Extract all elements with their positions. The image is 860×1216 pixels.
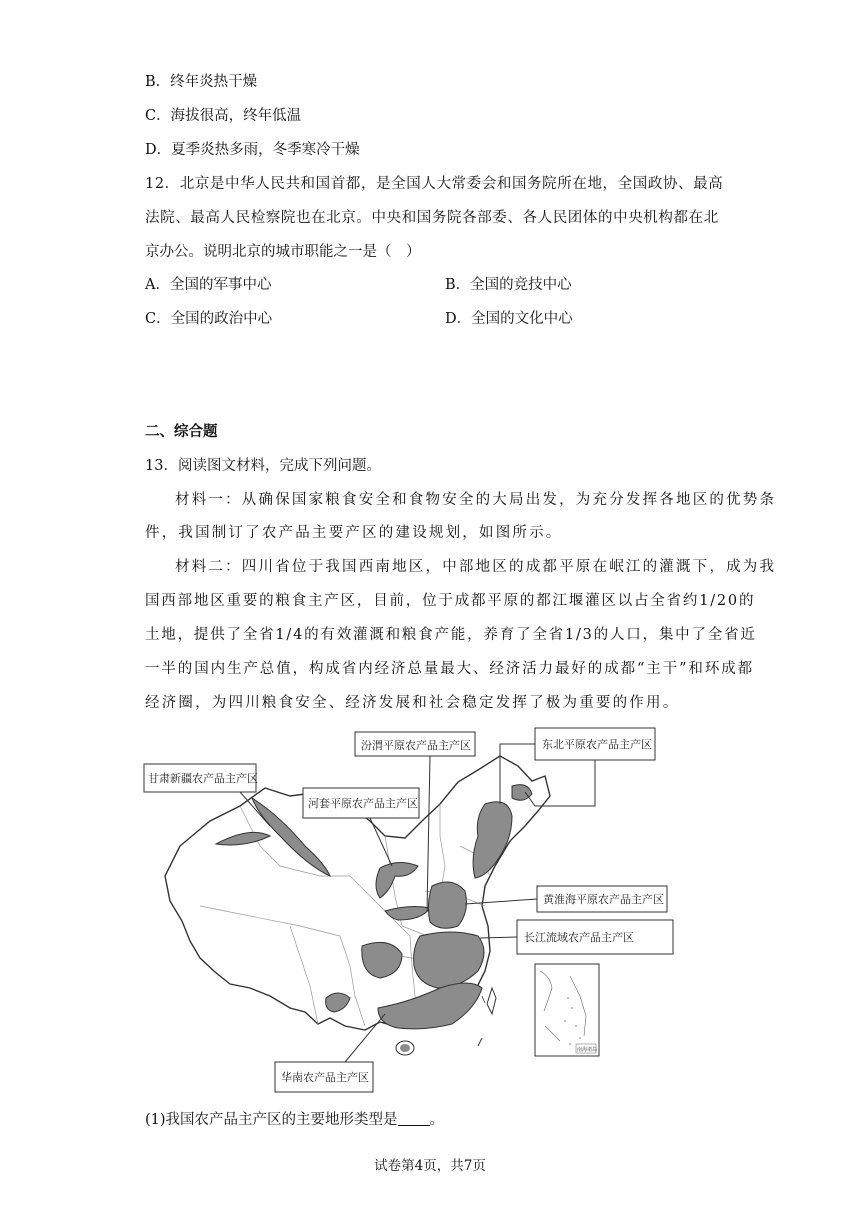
option-12-d: D．全国的文化中心 <box>445 311 573 327</box>
inset-caption: 南海诸岛 <box>577 1047 598 1053</box>
section-title: 二、综合题 <box>145 423 218 440</box>
material-2-line1: 材料二：四川省位于我国西南地区，中部地区的成都平原在岷江的灌溉下，成为我 <box>175 559 777 575</box>
question-12-stem-line1: 12．北京是中华人民共和国首都，是全国人大常委会和国务院所在地，全国政协、最高 <box>145 176 724 192</box>
question-13-stem: 13．阅读图文材料，完成下列问题。 <box>145 458 381 474</box>
material-2-line5: 经济圈，为四川粮食安全、经济发展和社会稳定发挥了极为重要的作用。 <box>145 695 680 711</box>
material-1-line1: 材料一：从确保国家粮食安全和食物安全的大局出发，为充分发挥各地区的优势条 <box>175 492 777 508</box>
material-1-line2: 件，我国制订了农产品主要产区的建设规划，如图所示。 <box>145 525 563 541</box>
material-2-line2: 国西部地区重要的粮食主产区，目前，位于成都平原的都江堰灌区以占全省约1/20的 <box>145 593 756 609</box>
option-12-b: B．全国的竞技中心 <box>445 277 572 293</box>
option-11-c: C．海拔很高，终年低温 <box>145 108 302 124</box>
taiwan-island <box>487 988 496 1014</box>
question-12-stem-line2: 法院、最高人民检察院也在北京。中央和国务院各部委、各人民团体的中央机构都在北 <box>145 210 719 226</box>
sub1-prefix: (1)我国农产品主产区的主要地形类型是 <box>145 1112 398 1128</box>
agricultural-regions-map <box>140 726 680 1096</box>
sub1-suffix: 。 <box>429 1112 445 1128</box>
region-huanghuaihai <box>428 882 466 928</box>
option-11-d: D．夏季炎热多雨，冬季寒冷干燥 <box>145 142 360 158</box>
material-2-line3: 土地，提供了全省1/4的有效灌溉和粮食产能，养育了全省1/3的人口，集中了全省近 <box>145 627 757 643</box>
label-gansu: 甘肃新疆农产品主产区 <box>148 772 258 785</box>
label-dongbei: 东北平原农产品主产区 <box>542 738 652 751</box>
question-13-sub1 <box>145 1110 444 1130</box>
answer-blank <box>398 1111 430 1126</box>
option-12-a: A．全国的军事中心 <box>145 277 272 293</box>
option-11-b: B．终年炎热干燥 <box>145 74 258 90</box>
label-huanghuaihai: 黄淮海平原农产品主产区 <box>543 893 664 906</box>
question-12-stem-line3: 京办公。说明北京的城市职能之一是（ ） <box>145 244 421 260</box>
material-2-line4: 一半的国内生产总值，构成省内经济总量最大、经济活力最好的成都“主干”和环成都 <box>145 661 755 677</box>
label-huanan: 华南农产品主产区 <box>281 1071 369 1084</box>
label-fenwei: 汾渭平原农产品主产区 <box>361 739 471 752</box>
option-12-c: C．全国的政治中心 <box>145 311 273 327</box>
label-hetao: 河套平原农产品主产区 <box>308 797 418 810</box>
label-changjiang: 长江流域农产品主产区 <box>524 931 634 944</box>
page-footer: 试卷第4页，共7页 <box>374 1158 486 1174</box>
